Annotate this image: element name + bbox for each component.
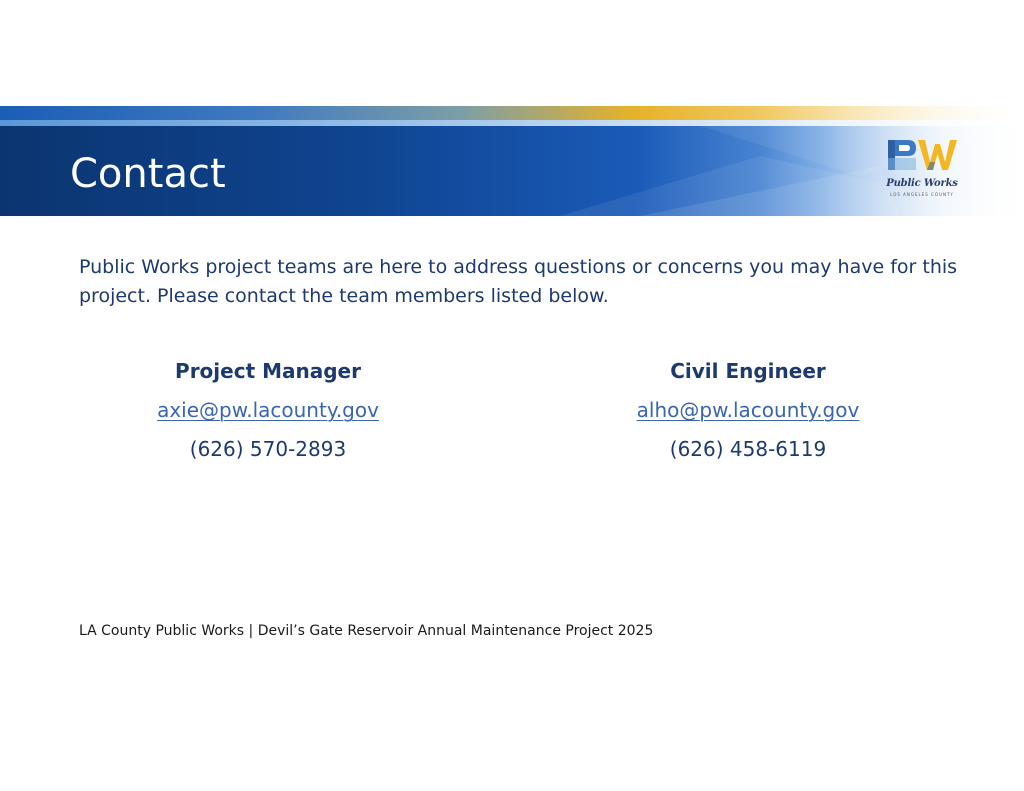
contact-project-manager [88,356,448,464]
header-banner [0,106,1024,216]
contact-email-link[interactable]: alho@pw.lacounty.gov [636,398,860,422]
logo-subtext: LOS ANGELES COUNTY [890,192,954,197]
contact-email-link[interactable]: axie@pw.lacounty.gov [157,398,379,422]
logo-text: Public Works [886,178,958,189]
contact-civil-engineer [568,356,928,464]
contact-phone: (626) 458-6119 [669,437,827,461]
contact-role: Project Manager [175,359,361,383]
contact-role: Civil Engineer [670,359,826,383]
footer-text: LA County Public Works | Devil’s Gate Reservoir Annual Maintenance Project 2025 [79,623,654,639]
intro-text: Public Works project teams are here to address questions or concerns you may have for this project. Please contact the team members listed below. [79,256,958,307]
page-title: Contact [70,151,226,197]
public-works-logo [878,136,964,206]
pw-logo-icon [878,136,964,180]
contact-phone: (626) 570-2893 [189,437,347,461]
